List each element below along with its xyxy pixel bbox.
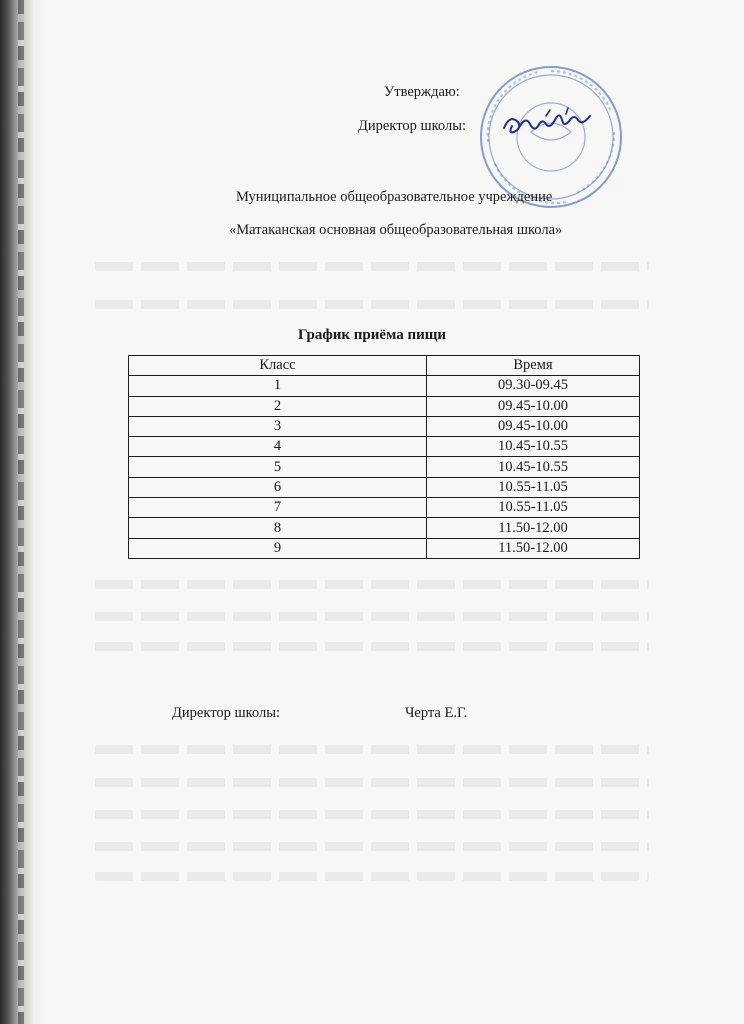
table-row (129, 518, 640, 538)
class-cell: 1 (129, 376, 427, 396)
class-cell: 8 (129, 518, 427, 538)
table-row (129, 477, 640, 497)
bleed-through-line (95, 580, 649, 589)
school-name: «Матаканская основная общеобразовательная школа» (229, 222, 563, 238)
table-row (129, 457, 640, 477)
table-row (129, 498, 640, 518)
director-label-bottom: Директор школы: (172, 705, 280, 721)
time-cell: 10.45-10.55 (427, 457, 640, 477)
meal-schedule-table (128, 355, 640, 559)
time-cell: 09.45-10.00 (427, 416, 640, 436)
bleed-through-line (95, 300, 649, 309)
bleed-through-line (95, 810, 649, 819)
time-cell: 09.45-10.00 (427, 396, 640, 416)
table-header-row (129, 356, 640, 376)
bleed-through-line (95, 612, 649, 621)
director-name: Черта Е.Г. (405, 705, 468, 721)
bleed-through-line (95, 642, 649, 651)
table-row (129, 437, 640, 457)
column-header-time: Время (427, 356, 640, 376)
bleed-through-line (95, 262, 649, 271)
table-row (129, 538, 640, 558)
director-label-top: Директор школы: (358, 118, 466, 134)
bleed-through-line (95, 842, 649, 851)
document-title: График приёма пищи (297, 327, 447, 343)
bleed-through-line (95, 778, 649, 787)
table-row (129, 416, 640, 436)
class-cell: 7 (129, 498, 427, 518)
class-cell: 2 (129, 396, 427, 416)
time-cell: 09.30-09.45 (427, 376, 640, 396)
column-header-class: Класс (129, 356, 427, 376)
class-cell: 4 (129, 437, 427, 457)
class-cell: 5 (129, 457, 427, 477)
table-row (129, 376, 640, 396)
class-cell: 9 (129, 538, 427, 558)
bleed-through-line (95, 745, 649, 754)
time-cell: 10.45-10.55 (427, 437, 640, 457)
class-cell: 6 (129, 477, 427, 497)
scan-edge-shadow (0, 0, 48, 1024)
director-signature (500, 104, 600, 144)
time-cell: 11.50-12.00 (427, 518, 640, 538)
time-cell: 11.50-12.00 (427, 538, 640, 558)
approval-heading: Утверждаю: (384, 84, 460, 100)
bleed-through-line (95, 872, 649, 881)
time-cell: 10.55-11.05 (427, 477, 640, 497)
time-cell: 10.55-11.05 (427, 498, 640, 518)
class-cell: 3 (129, 416, 427, 436)
organization-type: Муниципальное общеобразовательное учреждение (236, 189, 553, 205)
table-row (129, 396, 640, 416)
